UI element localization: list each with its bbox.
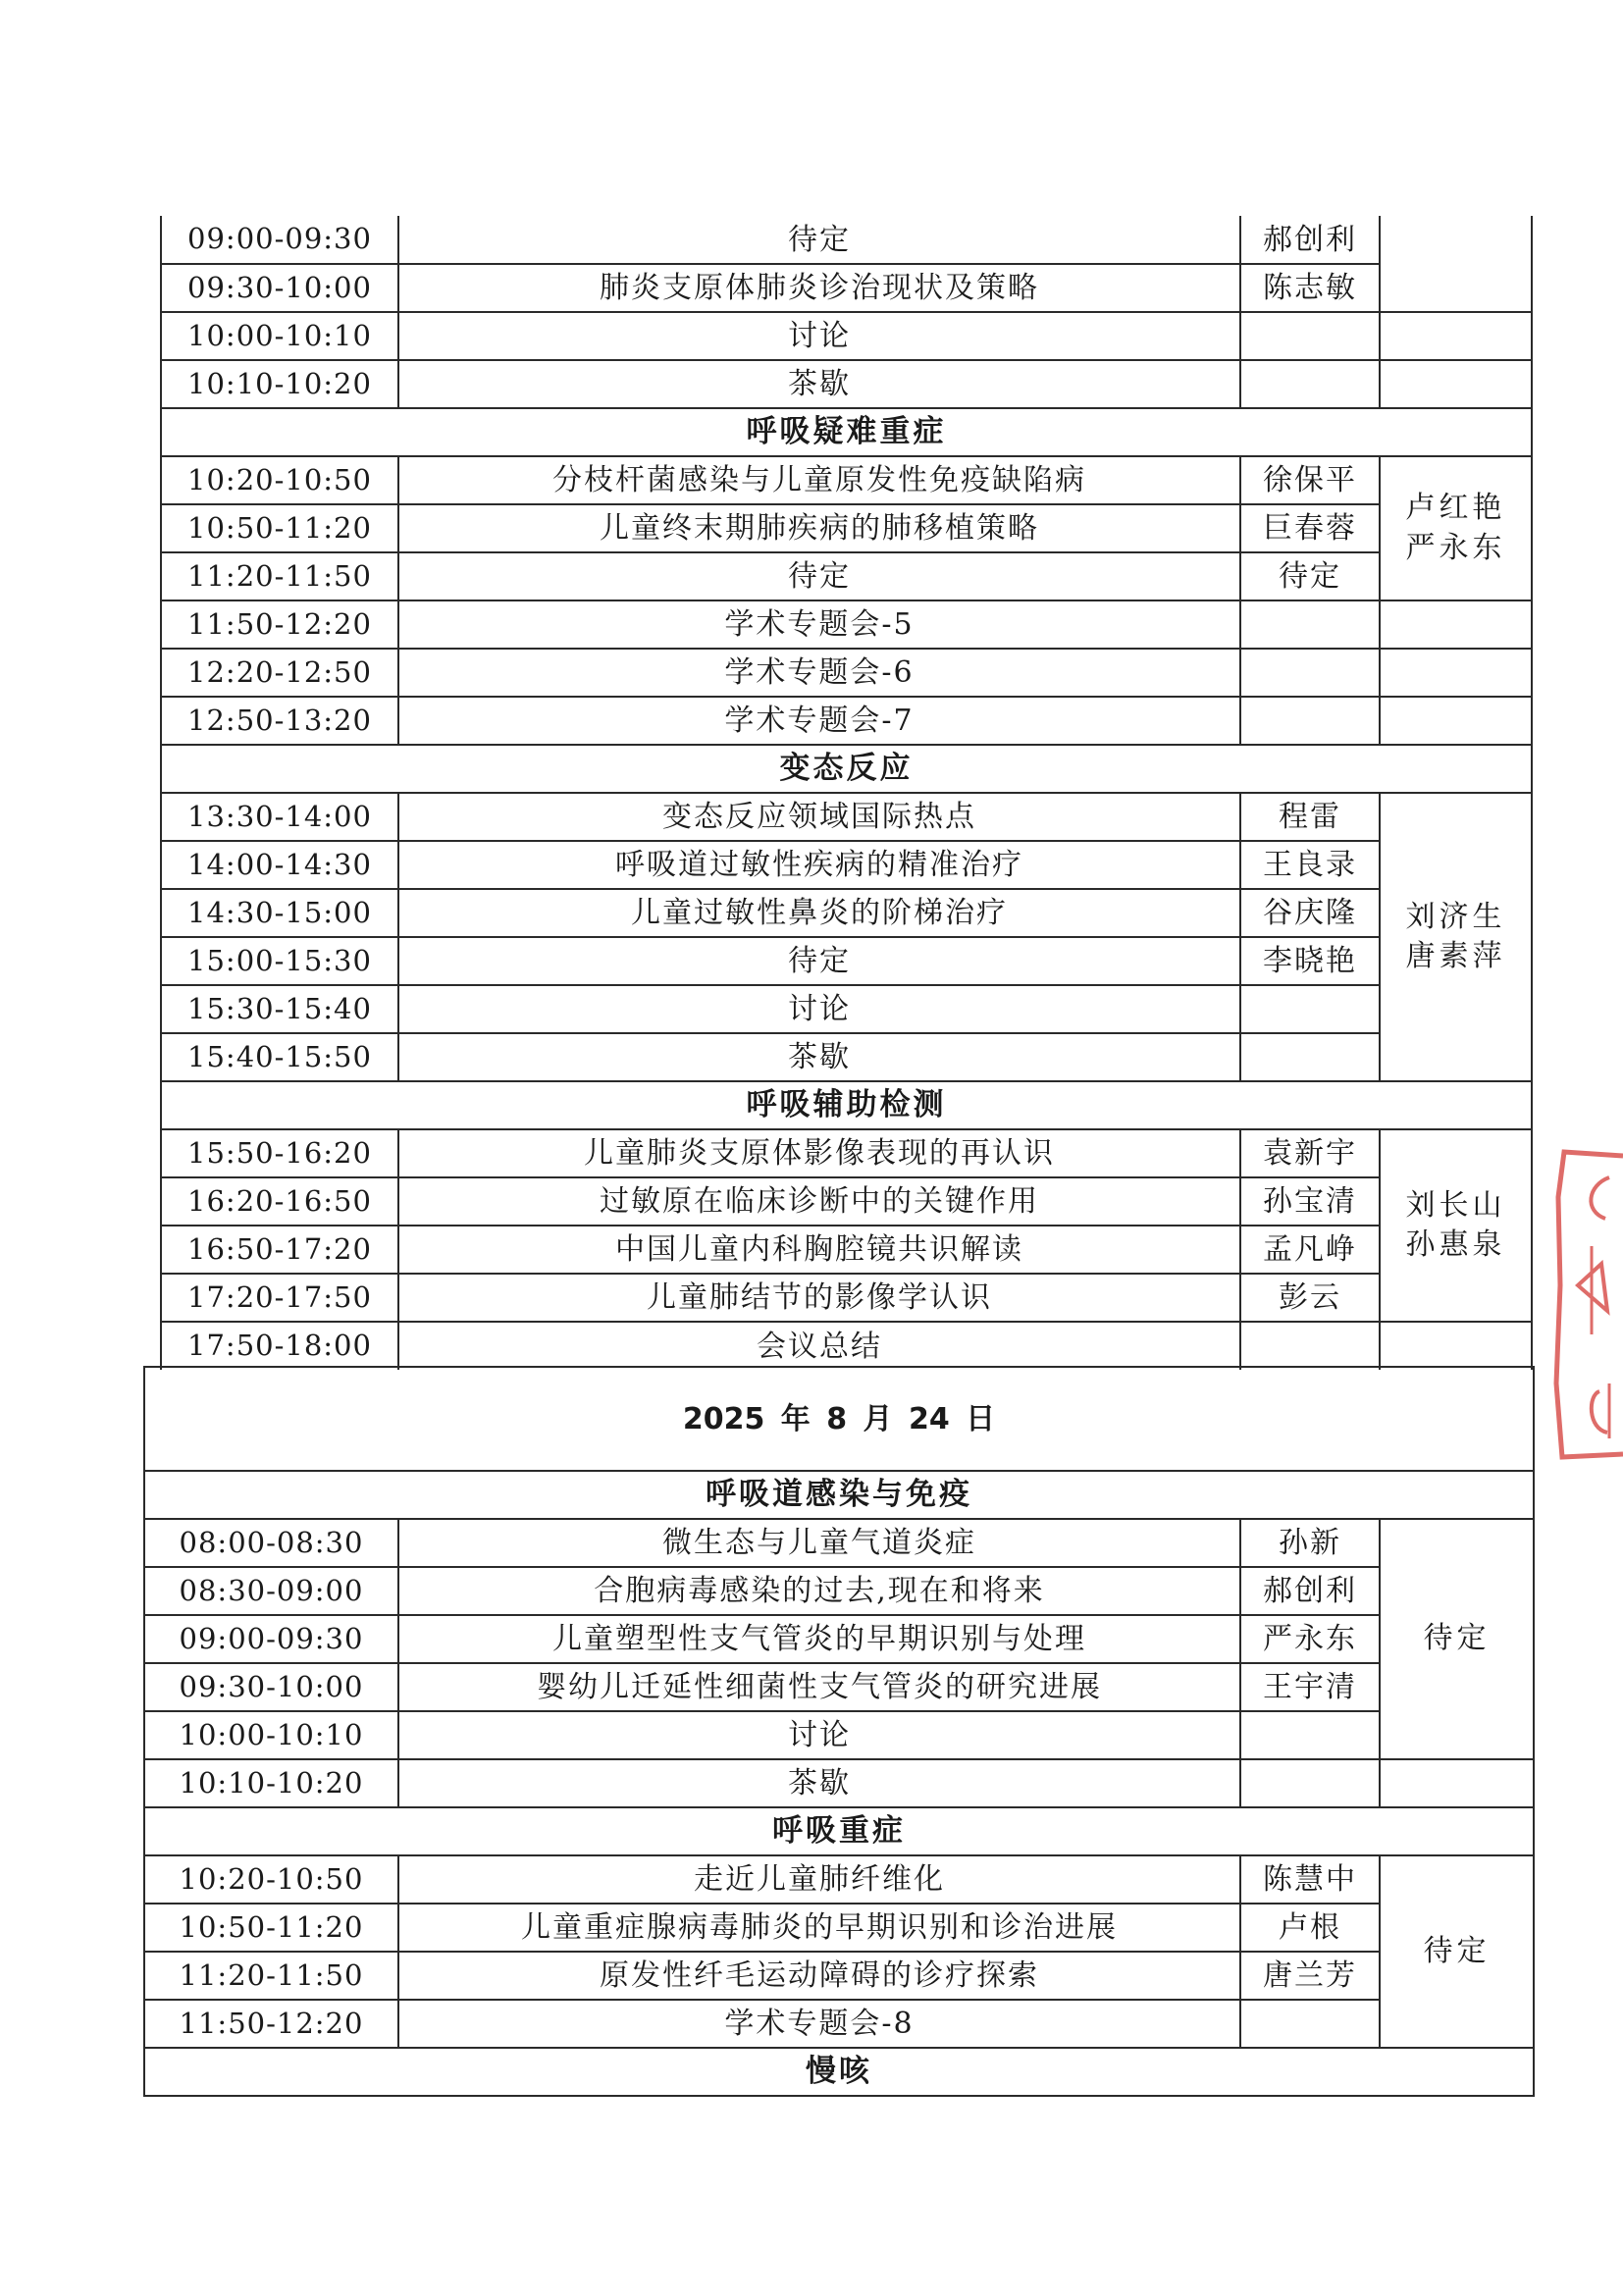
session-header-row xyxy=(161,745,1532,793)
time-cell: 16:50-17:20 xyxy=(161,1226,398,1274)
table-row xyxy=(144,1855,1534,1904)
agenda-table-day2 xyxy=(143,1366,1535,2097)
topic-cell: 茶歇 xyxy=(398,1033,1240,1081)
topic-cell: 待定 xyxy=(398,937,1240,985)
time-cell: 09:00-09:30 xyxy=(161,216,398,264)
speaker-cell: 孙新 xyxy=(1240,1519,1380,1567)
agenda-table-day1 xyxy=(160,216,1533,1370)
table-row xyxy=(144,1711,1534,1759)
table-row xyxy=(161,697,1532,745)
topic-cell: 茶歇 xyxy=(398,360,1240,408)
time-cell: 11:20-11:50 xyxy=(144,1952,398,2000)
table-row xyxy=(144,1663,1534,1711)
table-row xyxy=(161,649,1532,697)
table-row xyxy=(144,1519,1534,1567)
table-row xyxy=(161,889,1532,937)
speaker-cell: 王宇清 xyxy=(1240,1663,1380,1711)
topic-cell: 合胞病毒感染的过去,现在和将来 xyxy=(398,1567,1240,1615)
topic-cell: 学术专题会-8 xyxy=(398,2000,1240,2048)
session-header-row xyxy=(161,1081,1532,1129)
speaker-cell: 陈志敏 xyxy=(1240,264,1380,312)
speaker-cell: 郝创利 xyxy=(1240,216,1380,264)
topic-cell: 分枝杆菌感染与儿童原发性免疫缺陷病 xyxy=(398,456,1240,504)
chair-cell xyxy=(1380,1855,1534,2048)
time-cell: 15:00-15:30 xyxy=(161,937,398,985)
speaker-cell: 李晓艳 xyxy=(1240,937,1380,985)
time-cell: 17:50-18:00 xyxy=(161,1322,398,1370)
chair-names: 刘济生 唐素萍 xyxy=(1405,899,1506,973)
table-row xyxy=(161,985,1532,1033)
topic-cell: 学术专题会-7 xyxy=(398,697,1240,745)
speaker-cell xyxy=(1240,1033,1380,1081)
time-cell: 10:20-10:50 xyxy=(161,456,398,504)
time-cell: 10:50-11:20 xyxy=(144,1904,398,1952)
speaker-cell: 待定 xyxy=(1240,552,1380,600)
topic-cell: 讨论 xyxy=(398,312,1240,360)
time-cell: 09:30-10:00 xyxy=(161,264,398,312)
topic-cell: 儿童终末期肺疾病的肺移植策略 xyxy=(398,504,1240,552)
table-row xyxy=(161,456,1532,504)
topic-cell: 儿童塑型性支气管炎的早期识别与处理 xyxy=(398,1615,1240,1663)
chair-cell xyxy=(1380,1759,1534,1807)
session-header-row xyxy=(144,2048,1534,2096)
speaker-cell: 孙宝清 xyxy=(1240,1177,1380,1226)
date-header-row xyxy=(144,1367,1534,1471)
official-seal-stamp xyxy=(1548,1138,1623,1472)
table-row xyxy=(161,312,1532,360)
topic-cell: 讨论 xyxy=(398,985,1240,1033)
speaker-cell: 卢根 xyxy=(1240,1904,1380,1952)
speaker-cell xyxy=(1240,1711,1380,1759)
time-cell: 11:20-11:50 xyxy=(161,552,398,600)
topic-cell: 婴幼儿迁延性细菌性支气管炎的研究进展 xyxy=(398,1663,1240,1711)
topic-cell: 讨论 xyxy=(398,1711,1240,1759)
table-row xyxy=(161,841,1532,889)
table-row xyxy=(161,1322,1532,1370)
table-row xyxy=(161,552,1532,600)
topic-cell: 呼吸道过敏性疾病的精准治疗 xyxy=(398,841,1240,889)
time-cell: 10:20-10:50 xyxy=(144,1855,398,1904)
time-cell: 14:00-14:30 xyxy=(161,841,398,889)
session-header-row xyxy=(144,1807,1534,1855)
chair-cell xyxy=(1380,697,1532,745)
chair-cell xyxy=(1380,793,1532,1081)
time-cell: 08:30-09:00 xyxy=(144,1567,398,1615)
speaker-cell: 严永东 xyxy=(1240,1615,1380,1663)
time-cell: 15:50-16:20 xyxy=(161,1129,398,1177)
table-row xyxy=(161,793,1532,841)
speaker-cell: 袁新宇 xyxy=(1240,1129,1380,1177)
time-cell: 14:30-15:00 xyxy=(161,889,398,937)
time-cell: 10:10-10:20 xyxy=(144,1759,398,1807)
speaker-cell xyxy=(1240,1322,1380,1370)
time-cell: 10:00-10:10 xyxy=(161,312,398,360)
speaker-cell xyxy=(1240,1759,1380,1807)
chair-cell xyxy=(1380,216,1532,312)
chair-cell xyxy=(1380,456,1532,600)
speaker-cell: 陈慧中 xyxy=(1240,1855,1380,1904)
time-cell: 12:20-12:50 xyxy=(161,649,398,697)
time-cell: 10:10-10:20 xyxy=(161,360,398,408)
table-row xyxy=(161,1274,1532,1322)
time-cell: 17:20-17:50 xyxy=(161,1274,398,1322)
topic-cell: 儿童肺炎支原体影像表现的再认识 xyxy=(398,1129,1240,1177)
table-row xyxy=(144,1615,1534,1663)
speaker-cell xyxy=(1240,600,1380,649)
session-title: 呼吸道感染与免疫 xyxy=(144,1471,1534,1519)
table-row xyxy=(161,600,1532,649)
speaker-cell: 郝创利 xyxy=(1240,1567,1380,1615)
table-row xyxy=(144,2000,1534,2048)
time-cell: 08:00-08:30 xyxy=(144,1519,398,1567)
speaker-cell: 唐兰芳 xyxy=(1240,1952,1380,2000)
topic-cell: 中国儿童内科胸腔镜共识解读 xyxy=(398,1226,1240,1274)
topic-cell: 过敏原在临床诊断中的关键作用 xyxy=(398,1177,1240,1226)
topic-cell: 儿童过敏性鼻炎的阶梯治疗 xyxy=(398,889,1240,937)
time-cell: 10:00-10:10 xyxy=(144,1711,398,1759)
time-cell: 09:30-10:00 xyxy=(144,1663,398,1711)
topic-cell: 微生态与儿童气道炎症 xyxy=(398,1519,1240,1567)
chair-names: 卢红艳 严永东 xyxy=(1405,491,1506,565)
chair-cell xyxy=(1380,1322,1532,1370)
table-row xyxy=(161,1033,1532,1081)
table-row xyxy=(144,1567,1534,1615)
chair-cell xyxy=(1380,649,1532,697)
topic-cell: 待定 xyxy=(398,216,1240,264)
time-cell: 10:50-11:20 xyxy=(161,504,398,552)
topic-cell: 学术专题会-5 xyxy=(398,600,1240,649)
chair-names: 待定 xyxy=(1423,1621,1491,1656)
session-header-row xyxy=(144,1471,1534,1519)
topic-cell: 会议总结 xyxy=(398,1322,1240,1370)
topic-cell: 儿童重症腺病毒肺炎的早期识别和诊治进展 xyxy=(398,1904,1240,1952)
table-row xyxy=(161,1226,1532,1274)
date-heading: 2025 年 8 月 24 日 xyxy=(144,1367,1534,1471)
table-row xyxy=(161,1129,1532,1177)
session-title: 慢咳 xyxy=(144,2048,1534,2096)
session-title: 变态反应 xyxy=(161,745,1532,793)
time-cell: 09:00-09:30 xyxy=(144,1615,398,1663)
table-row xyxy=(161,504,1532,552)
topic-cell: 儿童肺结节的影像学认识 xyxy=(398,1274,1240,1322)
time-cell: 15:30-15:40 xyxy=(161,985,398,1033)
speaker-cell: 彭云 xyxy=(1240,1274,1380,1322)
time-cell: 16:20-16:50 xyxy=(161,1177,398,1226)
topic-cell: 走近儿童肺纤维化 xyxy=(398,1855,1240,1904)
topic-cell: 茶歇 xyxy=(398,1759,1240,1807)
table-row xyxy=(161,264,1532,312)
speaker-cell: 徐保平 xyxy=(1240,456,1380,504)
time-cell: 11:50-12:20 xyxy=(161,600,398,649)
chair-names: 待定 xyxy=(1423,1933,1491,1968)
table-row xyxy=(161,216,1532,264)
chair-names: 刘长山 孙惠泉 xyxy=(1405,1187,1506,1262)
speaker-cell: 谷庆隆 xyxy=(1240,889,1380,937)
speaker-cell xyxy=(1240,360,1380,408)
table-row xyxy=(161,360,1532,408)
chair-cell xyxy=(1380,312,1532,360)
speaker-cell xyxy=(1240,985,1380,1033)
time-cell: 12:50-13:20 xyxy=(161,697,398,745)
speaker-cell xyxy=(1240,312,1380,360)
table-row xyxy=(161,1177,1532,1226)
chair-cell xyxy=(1380,1519,1534,1759)
session-title: 呼吸重症 xyxy=(144,1807,1534,1855)
speaker-cell: 程雷 xyxy=(1240,793,1380,841)
session-header-row xyxy=(161,408,1532,456)
chair-cell xyxy=(1380,360,1532,408)
chair-cell xyxy=(1380,600,1532,649)
time-cell: 15:40-15:50 xyxy=(161,1033,398,1081)
speaker-cell: 王良录 xyxy=(1240,841,1380,889)
speaker-cell: 孟凡峥 xyxy=(1240,1226,1380,1274)
speaker-cell xyxy=(1240,2000,1380,2048)
session-title: 呼吸辅助检测 xyxy=(161,1081,1532,1129)
speaker-cell xyxy=(1240,697,1380,745)
topic-cell: 原发性纤毛运动障碍的诊疗探索 xyxy=(398,1952,1240,2000)
table-row xyxy=(144,1759,1534,1807)
topic-cell: 变态反应领域国际热点 xyxy=(398,793,1240,841)
speaker-cell xyxy=(1240,649,1380,697)
table-row xyxy=(144,1952,1534,2000)
table-row xyxy=(144,1904,1534,1952)
topic-cell: 肺炎支原体肺炎诊治现状及策略 xyxy=(398,264,1240,312)
speaker-cell: 巨春蓉 xyxy=(1240,504,1380,552)
topic-cell: 学术专题会-6 xyxy=(398,649,1240,697)
time-cell: 13:30-14:00 xyxy=(161,793,398,841)
chair-cell xyxy=(1380,1129,1532,1322)
table-row xyxy=(161,937,1532,985)
time-cell: 11:50-12:20 xyxy=(144,2000,398,2048)
session-title: 呼吸疑难重症 xyxy=(161,408,1532,456)
topic-cell: 待定 xyxy=(398,552,1240,600)
